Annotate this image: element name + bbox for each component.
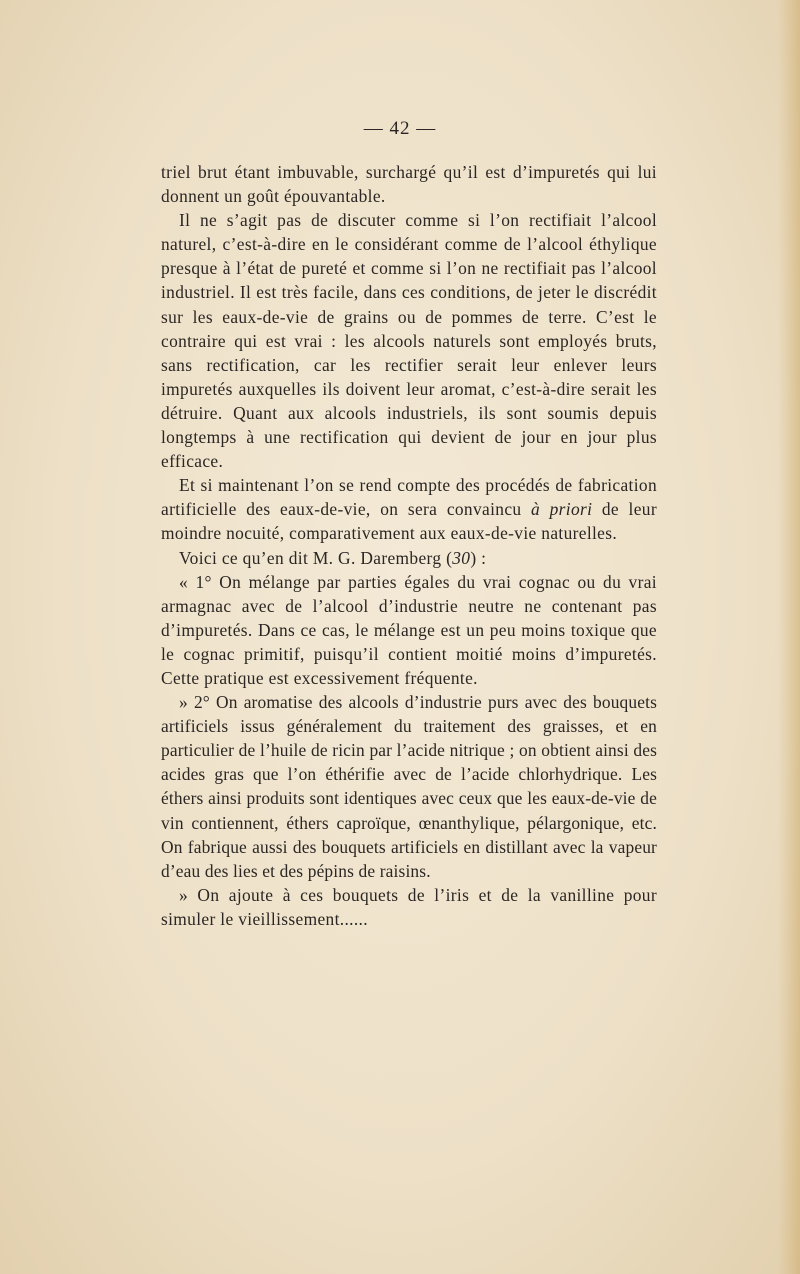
paragraph-quote-3: » On ajoute à ces bouquets de l’iris et de la vanilline pour simuler le vieillissement...... <box>161 884 657 929</box>
citation-intro-start: Voici ce qu’en dit M. G. Daremberg ( <box>179 547 453 568</box>
paragraph-fabrication-start: Et si maintenant l’on se rend compte des procédés de fabrication artificielle des eaux-de-vie, on sera convaincu <box>161 475 657 520</box>
paragraph-citation-intro <box>161 546 657 570</box>
paragraph-quote-2: » 2° On aromatise des alcools d’industrie purs avec des bouquets artificiels issus généralement du traitement des graisses, et en particulier de l’huile de ricin par l’acide nitrique ; on obtient ainsi des acides gras que l’on éthérifie avec de l’acide chlorhydrique. Les éthers ainsi produits sont identiques avec ceux que les eaux-de-vie de vin contiennent, éthers caproïque, œnanthylique, pélargonique, etc. On fabrique aussi des bouquets artificiels en distillant avec la vapeur d’eau des lies et des pépins de raisins. <box>161 692 657 881</box>
page-edge-shadow <box>778 0 800 1274</box>
paragraph-fabrication <box>161 473 657 545</box>
italic-a-priori: à priori <box>531 499 593 520</box>
citation-reference: 30 <box>452 547 471 568</box>
paragraph-continuation: triel brut étant imbuvable, surchargé qu’il est d’impuretés qui lui donnent un goût épouvantable. <box>161 162 657 207</box>
paragraph-quote-1: « 1° On mélange par parties égales du vrai cognac ou du vrai armagnac avec de l’alcool d’industrie neutre ne contenant pas d’impuretés. Dans ce cas, le mélange est un peu moins toxique que le cognac primitif, puisqu’il contient moitié moins d’impuretés. Cette pratique est excessivement fréquente. <box>161 571 657 688</box>
citation-intro-end: ) : <box>470 547 487 568</box>
body-text <box>161 160 657 931</box>
paragraph-rectification: Il ne s’agit pas de discuter comme si l’on rectifiait l’alcool naturel, c’est-à-dire en le considérant comme de l’alcool éthylique presque à l’état de pureté et comme si l’on ne rectifiait pas l’alcool industriel. Il est très facile, dans ces conditions, de jeter le discrédit sur les eaux-de-vie de grains ou de pommes de terre. C’est le contraire qui est vrai : les alcools naturels sont employés bruts, sans rectification, car les rectifier serait leur enlever leurs impuretés auxquelles ils doivent leur aromat, c’est-à-dire serait les détruire. Quant aux alcools industriels, ils sont soumis depuis longtemps à une rectification qui devient de jour en jour plus efficace. <box>161 210 657 472</box>
paragraph-fabrication-end: de leur moindre nocuité, comparativement aux eaux-de-vie naturelles. <box>161 499 657 544</box>
page-number: — 42 — <box>363 118 437 139</box>
